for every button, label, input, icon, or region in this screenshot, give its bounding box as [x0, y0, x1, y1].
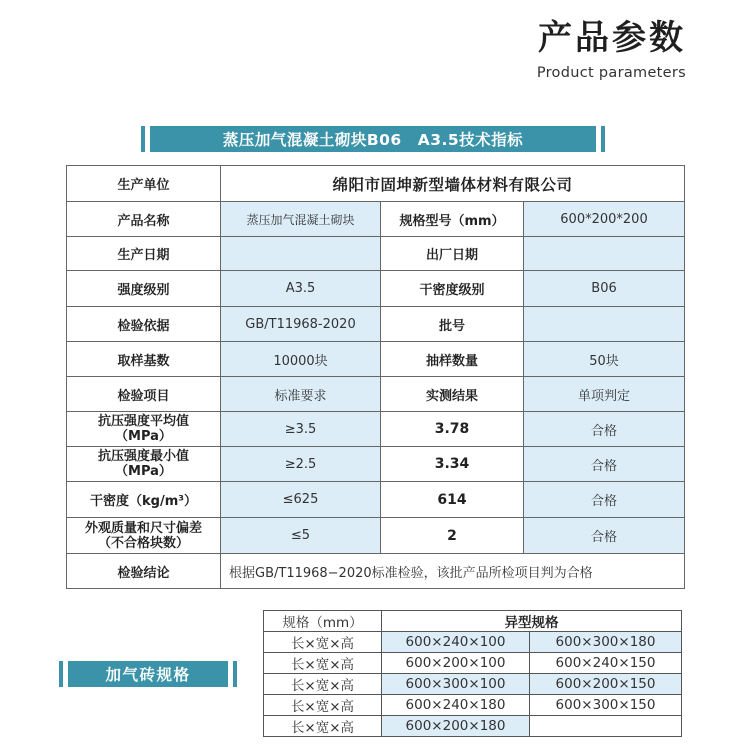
factory-date-label: 出厂日期	[381, 237, 524, 271]
spec-table	[263, 610, 682, 737]
producer-value: 绵阳市固坤新型墙体材料有限公司	[221, 166, 685, 202]
spec-section-label: 加气砖规格	[68, 661, 228, 687]
table-row	[264, 653, 682, 674]
table-row	[67, 412, 685, 447]
strength-grade-value: A3.5	[221, 271, 381, 307]
product-name-value: 蒸压加气混凝土砌块	[221, 202, 381, 237]
sample-base-label: 取样基数	[67, 342, 221, 377]
row-result: 614	[381, 482, 524, 518]
sample-base-value: 10000块	[221, 342, 381, 377]
row-standard: ≤625	[221, 482, 381, 518]
row-standard: ≥3.5	[221, 412, 381, 447]
spec-row-a: 600×240×100	[382, 632, 530, 653]
row-standard: ≤5	[221, 518, 381, 554]
spec-row-a: 600×200×100	[382, 653, 530, 674]
table-row	[67, 518, 685, 554]
inspection-table	[66, 165, 685, 589]
header-result: 实测结果	[381, 377, 524, 412]
page-title: 产品参数	[538, 18, 686, 58]
table-row	[264, 674, 682, 695]
table-row	[67, 271, 685, 307]
row-item	[67, 518, 221, 554]
table-row	[264, 611, 682, 632]
spec-row-name: 长×宽×高	[264, 716, 382, 737]
spec-row-b: 600×300×150	[530, 695, 682, 716]
row-judgment: 合格	[524, 447, 685, 482]
table-row	[67, 377, 685, 412]
producer-label: 生产单位	[67, 166, 221, 202]
conclusion-label: 检验结论	[67, 554, 221, 589]
table-row	[264, 632, 682, 653]
spec-row-name: 长×宽×高	[264, 632, 382, 653]
strength-grade-label: 强度级别	[67, 271, 221, 307]
spec-row-a: 600×200×180	[382, 716, 530, 737]
row-item-line1: 抗压强度最小值	[97, 449, 189, 464]
row-item-line2: （MPa）	[115, 464, 172, 479]
spec-row-name: 长×宽×高	[264, 653, 382, 674]
table-row	[67, 447, 685, 482]
row-item-line2: （不合格块数）	[97, 535, 189, 551]
row-result: 2	[381, 518, 524, 554]
production-date-label: 生产日期	[67, 237, 221, 271]
conclusion-value: 根据GB/T11968−2020标准检验，该批产品所检项目判为合格	[221, 554, 685, 589]
table-row	[67, 554, 685, 589]
row-item-line1: 外观质量和尺寸偏差	[84, 520, 202, 536]
product-name-label: 产品名称	[67, 202, 221, 237]
page-subtitle: Product parameters	[536, 65, 686, 81]
spec-col1-header: 规格（mm）	[264, 611, 382, 632]
spec-row-b: 600×240×150	[530, 653, 682, 674]
spec-col2-header: 异型规格	[382, 611, 682, 632]
spec-model-value: 600*200*200	[524, 202, 685, 237]
row-result: 3.34	[381, 447, 524, 482]
spec-row-b: 600×200×150	[530, 674, 682, 695]
header-standard: 标准要求	[221, 377, 381, 412]
basis-label: 检验依据	[67, 307, 221, 342]
density-grade-value: B06	[524, 271, 685, 307]
row-item-line2: （MPa）	[115, 429, 172, 444]
table-row	[67, 482, 685, 518]
header-item: 检验项目	[67, 377, 221, 412]
row-judgment: 合格	[524, 518, 685, 554]
row-item	[67, 412, 221, 447]
production-date-value	[221, 237, 381, 271]
spec-row-b: 600×300×180	[530, 632, 682, 653]
row-judgment: 合格	[524, 412, 685, 447]
table-row	[264, 695, 682, 716]
table-row	[264, 716, 682, 737]
header-judgment: 单项判定	[524, 377, 685, 412]
table-row	[67, 202, 685, 237]
spec-row-b	[530, 716, 682, 737]
table-row	[67, 342, 685, 377]
table-row	[67, 237, 685, 271]
sample-qty-value: 50块	[524, 342, 685, 377]
row-item-line1: 抗压强度平均值	[97, 414, 189, 429]
factory-date-value	[524, 237, 685, 271]
batch-label: 批号	[381, 307, 524, 342]
row-item: 干密度（kg/m³）	[67, 482, 221, 518]
row-item	[67, 447, 221, 482]
spec-row-name: 长×宽×高	[264, 674, 382, 695]
section-banner: 蒸压加气混凝土砌块B06 A3.5技术指标	[150, 126, 596, 152]
spec-model-label: 规格型号（mm）	[381, 202, 524, 237]
row-result: 3.78	[381, 412, 524, 447]
basis-value: GB/T11968-2020	[221, 307, 381, 342]
batch-value	[524, 307, 685, 342]
sample-qty-label: 抽样数量	[381, 342, 524, 377]
density-grade-label: 干密度级别	[381, 271, 524, 307]
spec-row-a: 600×240×180	[382, 695, 530, 716]
table-row	[67, 307, 685, 342]
table-row	[67, 166, 685, 202]
row-judgment: 合格	[524, 482, 685, 518]
spec-row-name: 长×宽×高	[264, 695, 382, 716]
spec-row-a: 600×300×100	[382, 674, 530, 695]
row-standard: ≥2.5	[221, 447, 381, 482]
